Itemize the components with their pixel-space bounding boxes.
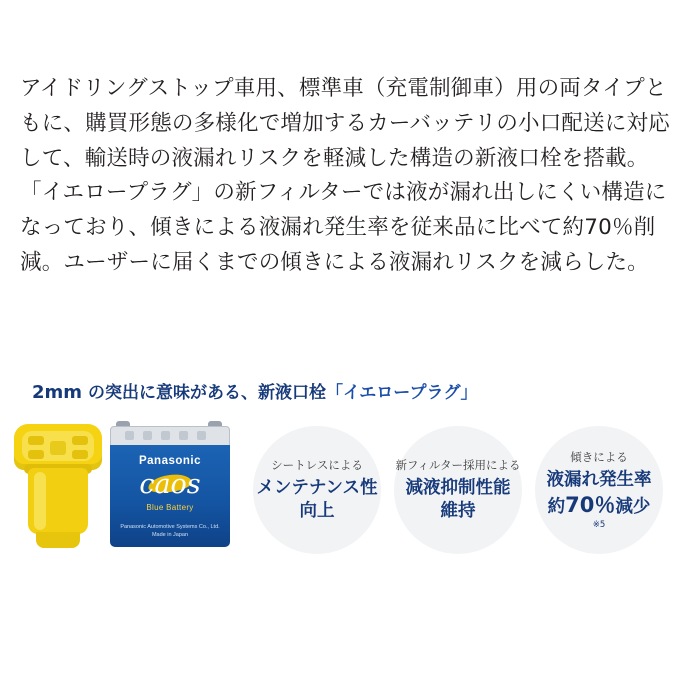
figure-row [0,412,700,592]
battery-lid [110,426,230,446]
feature-circle-maintenance [253,426,381,554]
subheading-text: の突出に意味がある、新液口栓 [82,383,326,403]
battery-case [110,445,230,547]
plug-notch [28,436,44,445]
yellow-plug-icon [14,424,102,552]
plug-notch [72,450,88,459]
battery-cell-cap [143,431,152,440]
battery-cell-cap [197,431,206,440]
section-subheading [32,378,477,403]
feature-title: 液漏れ発生率 約70％減少 [546,470,652,517]
feature-title: メンテナンス性 向上 [256,478,378,521]
battery-cell-cap [161,431,170,440]
feature-circle-filter [394,426,522,554]
feature-caption: 傾きによる [570,449,628,464]
plug-body [28,468,88,534]
feature-footnote: ※5 [592,520,606,531]
feature-title: 減液抑制性能 維持 [405,478,511,521]
battery-product-label: caos [139,469,201,500]
subheading-prefix: 2mm [32,382,83,403]
feature-caption: 新フィルター採用による [395,457,521,472]
plug-tip [36,532,80,548]
subheading-plug-name: 「イエロープラグ」 [325,383,478,403]
feature-circle-leak [535,426,663,554]
battery-brand-label: Panasonic [138,455,202,467]
bottom-whitespace [0,600,700,700]
battery-product-image [108,426,232,550]
battery-cell-cap [125,431,134,440]
battery-footnote: Panasonic Automotive Systems Co., Ltd. Made in Japan [120,524,220,539]
plug-notch-center [50,441,66,455]
battery-subtitle-label: Blue Battery [146,503,194,512]
battery-cell-cap [179,431,188,440]
body-paragraph: アイドリングストップ車用、標準車（充電制御車）用の両タイプともに、購買形態の多様化で増加するカーバッテリの小口配送に対応して、輸送時の液漏れリスクを軽減した構造の新液口栓を搭載。「イエロープラグ」の新フィルターでは液が漏れ出しにくい構造になっており、傾きによる液漏れ発生率を従来品に比べて約70％削減。ユーザーに届くまでの傾きによる液漏れリスクを減らした。 [20,76,670,276]
plug-notch [28,450,44,459]
plug-notch [72,436,88,445]
feature-caption: シートレスによる [271,457,363,472]
